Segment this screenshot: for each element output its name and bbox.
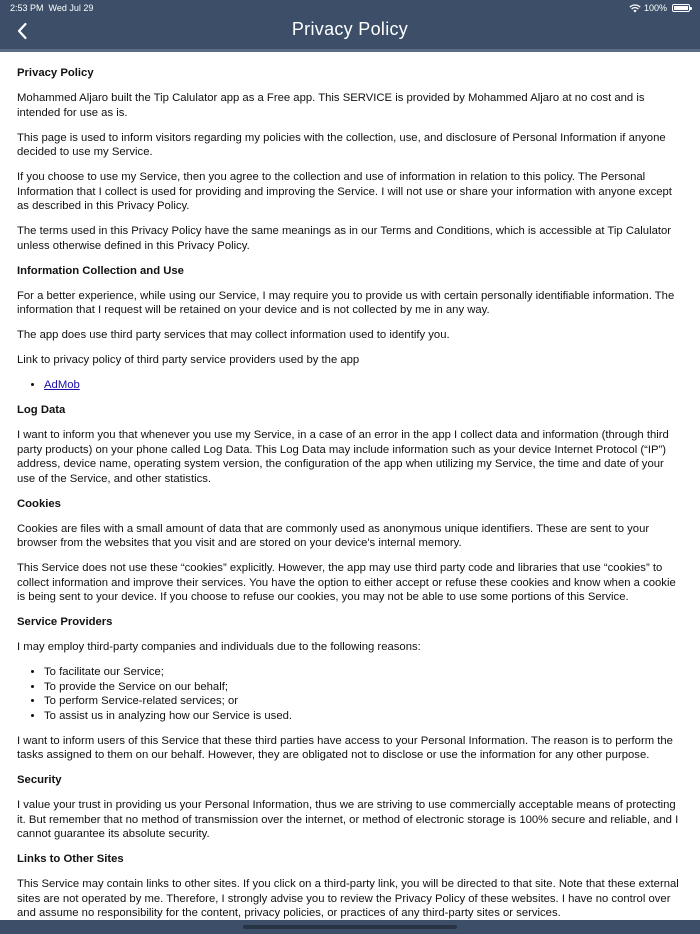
service-providers-list bbox=[17, 665, 684, 723]
information-collection-paragraph: The app does use third party services that may collect information used to identify you. bbox=[17, 329, 450, 341]
battery-percentage: 100% bbox=[643, 3, 667, 13]
policy-heading: Privacy Policy bbox=[17, 67, 94, 79]
cookies-paragraph: Cookies are files with a small amount of data that are commonly used as anonymous unique identifiers. These are sent to your browser from the websites that you visit and are stored on your device's internal memory. bbox=[17, 522, 650, 549]
section-heading-log-data: Log Data bbox=[17, 404, 66, 416]
security-paragraph: I value your trust in providing us your Personal Information, thus we are striving to use commercially acceptable means of protecting it. But remember that no method of transmission over the internet, or method of electronic storage is 100% secure and reliable, and I cannot guarantee its absolute security. bbox=[17, 799, 679, 840]
navigation-divider bbox=[0, 49, 700, 52]
links-paragraph: This Service may contain links to other sites. If you click on a third-party link, you will be directed to that site. Note that these external sites are not operated by me. Therefore, I strongly advise you to review the Privacy Policy of these websites. I have no control over and assume no responsibility for the content, privacy policies, or practices of any third-party sites or services. bbox=[17, 878, 679, 919]
information-collection-paragraph: Link to privacy policy of third party service providers used by the app bbox=[17, 354, 360, 366]
information-collection-paragraph: For a better experience, while using our Service, I may require you to provide us with certain personally identifiable information. The information that I request will be retained on your device and is not collected by me in any way. bbox=[17, 289, 675, 316]
policy-content[interactable] bbox=[17, 66, 684, 920]
status-time bbox=[10, 3, 93, 13]
wifi-icon bbox=[629, 4, 641, 13]
list-item: • To provide the Service on our behalf; bbox=[44, 680, 684, 695]
home-indicator[interactable] bbox=[243, 925, 457, 929]
list-item bbox=[44, 378, 684, 393]
cookies-paragraph: This Service does not use these “cookies” explicitly. However, the app may use third party code and libraries that use “cookies” to collect information and improve their services. You have the option to either accept or refuse these cookies and know when a cookie is being sent to your device. If you choose to refuse our cookies, you may not be able to use some portions of this Service. bbox=[17, 562, 676, 603]
bottom-bar bbox=[0, 920, 700, 934]
service-providers-paragraph: I want to inform users of this Service that these third parties have access to your Personal Information. The reason is to perform the tasks assigned to them on our behalf. However, they are obligated not to disclose or use the information for any other purpose. bbox=[17, 734, 673, 761]
section-heading-cookies: Cookies bbox=[17, 497, 61, 510]
intro-paragraph: Mohammed Aljaro built the Tip Calulator app as a Free app. This SERVICE is provided by Mohammed Aljaro at no cost and is intended for use as is. bbox=[17, 92, 645, 119]
page-title: Privacy Policy bbox=[291, 19, 409, 39]
status-time-label: 2:53 PM bbox=[10, 3, 44, 13]
status-indicators bbox=[629, 3, 690, 13]
intro-paragraph: The terms used in this Privacy Policy have the same meanings as in our Terms and Conditions, which is accessible at Tip Calulator unless otherwise defined in this Privacy Policy. bbox=[17, 225, 672, 252]
third-party-list bbox=[17, 378, 684, 393]
list-item: • To facilitate our Service; bbox=[44, 665, 684, 680]
intro-paragraph: If you choose to use my Service, then you agree to the collection and use of information in relation to this policy. The Personal Information that I collect is used for providing and improving the Service. I will not use or share your information with anyone except as described in this Privacy Policy. bbox=[17, 171, 672, 212]
list-item: • To assist us in analyzing how our Service is used. bbox=[44, 709, 684, 724]
navigation-bar bbox=[0, 0, 700, 49]
list-item: • To perform Service-related services; or bbox=[44, 694, 684, 709]
intro-paragraph: This page is used to inform visitors regarding my policies with the collection, use, and disclosure of Personal Information if anyone decided to use my Service. bbox=[17, 131, 666, 158]
section-heading-security: Security bbox=[17, 774, 62, 786]
service-providers-paragraph: I may employ third-party companies and individuals due to the following reasons: bbox=[17, 641, 421, 653]
section-heading-information-collection: Information Collection and Use bbox=[17, 264, 184, 277]
status-date-label: Wed Jul 29 bbox=[48, 3, 94, 13]
section-heading-links: Links to Other Sites bbox=[17, 853, 124, 865]
battery-icon bbox=[672, 4, 690, 12]
admob-link[interactable]: AdMob bbox=[44, 379, 80, 391]
log-data-paragraph: I want to inform you that whenever you use my Service, in a case of an error in the app I collect data and information (through third party products) on your phone called Log Data. This Log Data may include information such as your device Internet Protocol (“IP”) address, device name, operating system version, the configuration of the app when utilizing my Service, the time and date of your use of the Service, and other statistics. bbox=[17, 429, 669, 485]
section-heading-service-providers: Service Providers bbox=[17, 616, 113, 628]
